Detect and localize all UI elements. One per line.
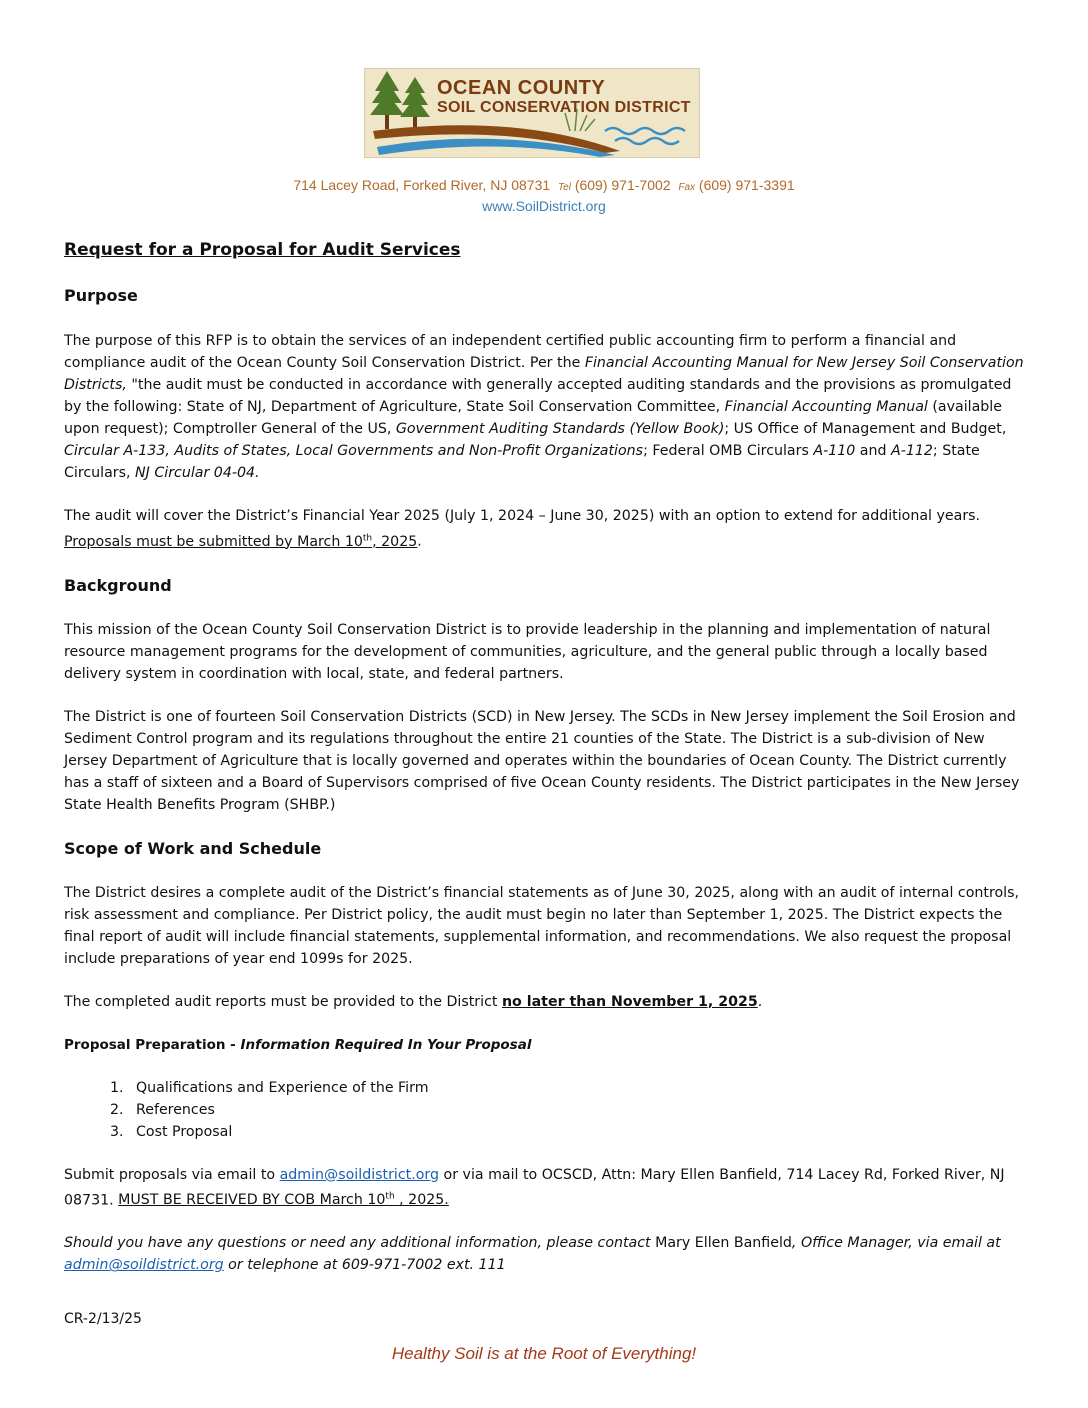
purpose-paragraph-2: The audit will cover the District’s Financial Year 2025 (July 1, 2024 – June 30, 2025) with an option to extend for additional years. Proposals must be submitted by March 10th, 2025. bbox=[64, 508, 981, 550]
document-body bbox=[64, 238, 1032, 1276]
audit-deadline: no later than November 1, 2025 bbox=[501, 993, 758, 1010]
list-item: 2. References bbox=[128, 1099, 1032, 1121]
fax-label: Fax bbox=[678, 182, 696, 193]
purpose-paragraph-1: The purpose of this RFP is to obtain the services of an independent certified public accounting firm to perform a financial and compliance audit of the Ocean County Soil Conservation District. Per the Financial Accounting Manual for New Jersey Soil Conservation Districts, "the audit must be conducted in accordance with generally accepted auditing standards and the provisions as promulgated by the following: State of NJ, Department of Agriculture, State Soil Conservation Committee, Financial Accounting Manual (available upon request); Comptroller General of the US, Government Auditing Standards (Yellow Book); US Office of Management and Budget, Circular A-133, Audits of States, Local Governments and Non-Profit Organizations; Federal OMB Circulars A-110 and A-112; State Circulars, NJ Circular 04-04. bbox=[64, 333, 1024, 481]
letterhead-address bbox=[0, 177, 1088, 193]
logo-name-line2: SOIL CONSERVATION DISTRICT bbox=[437, 99, 691, 116]
background-paragraph-1: This mission of the Ocean County Soil Conservation District is to provide leadership in the planning and implementation of natural resource management programs for the development of communities, agriculture, and the general public through a locally based delivery system in coordination with local, state, and federal partners. bbox=[64, 621, 991, 682]
tel-number: (609) 971-7002 bbox=[574, 177, 671, 193]
revision-code: CR-2/13/25 bbox=[64, 1311, 142, 1327]
fax-number: (609) 971-3391 bbox=[698, 177, 795, 193]
logo-name-line1: OCEAN COUNTY bbox=[437, 77, 606, 99]
submit-paragraph: Submit proposals via email to admin@soildistrict.org or via mail to OCSCD, Attn: Mary Ellen Banfield, 714 Lacey Rd, Forked River, NJ 08731. MUST BE RECEIVED BY COB March 10th , 2025. bbox=[64, 1166, 1005, 1209]
list-item: 3. Cost Proposal bbox=[128, 1121, 1032, 1143]
scope-paragraph-2: The completed audit reports must be provided to the District no later than November 1, 2025. bbox=[64, 993, 763, 1010]
purpose-heading: Purpose bbox=[64, 286, 138, 305]
list-item: 1. Qualifications and Experience of the Firm bbox=[128, 1077, 1032, 1099]
scope-paragraph-1: The District desires a complete audit of the District’s financial statements as of June 30, 2025, along with an audit of internal controls, risk assessment and compliance. Per District policy, the audit must begin no later than September 1, 2025. The District expects the final report of audit will include financial statements, supplemental information, and recommendations. We also request the proposal include preparations of year end 1099s for 2025. bbox=[64, 884, 1019, 967]
received-deadline: MUST BE RECEIVED BY COB March 10th , 2025. bbox=[118, 1191, 449, 1209]
letterhead-website[interactable]: www.SoilDistrict.org bbox=[482, 198, 606, 214]
background-heading: Background bbox=[64, 575, 172, 595]
proposal-requirements-list bbox=[64, 1077, 1032, 1143]
submit-email-link[interactable]: admin@soildistrict.org bbox=[279, 1166, 440, 1183]
document-title: Request for a Proposal for Audit Services bbox=[64, 240, 461, 260]
scope-heading: Scope of Work and Schedule bbox=[64, 838, 322, 858]
contact-name: Mary Ellen Banfield bbox=[655, 1235, 792, 1252]
tel-label: Tel bbox=[557, 182, 571, 193]
footer-slogan: Healthy Soil is at the Root of Everything! bbox=[391, 1344, 697, 1363]
background-paragraph-2: The District is one of fourteen Soil Conservation Districts (SCD) in New Jersey. The SCDs in New Jersey implement the Soil Erosion and Sediment Control program and its regulations throughout the entire 21 counties of the State. The District is a sub-division of New Jersey Department of Agriculture that is locally governed and operates within the boundaries of Ocean County. The District currently has a staff of sixteen and a Board of Supervisors comprised of five Ocean County residents. The District participates in the New Jersey State Health Benefits Program (SHBP.) bbox=[64, 708, 1020, 813]
contact-paragraph: Should you have any questions or need any additional information, please contact Mary Ellen Banfield, Office Manager, via email at admin@soildistrict.org or telephone at 609-971-7002 ext. 111 bbox=[64, 1235, 1001, 1274]
contact-email-link[interactable]: admin@soildistrict.org bbox=[64, 1257, 224, 1274]
district-logo bbox=[364, 68, 700, 158]
preparation-heading: Proposal Preparation - Information Required In Your Proposal bbox=[64, 1036, 532, 1053]
address-text: 714 Lacey Road, Forked River, NJ 08731 bbox=[293, 177, 551, 193]
proposal-deadline: Proposals must be submitted by March 10th, 2025 bbox=[64, 533, 418, 550]
